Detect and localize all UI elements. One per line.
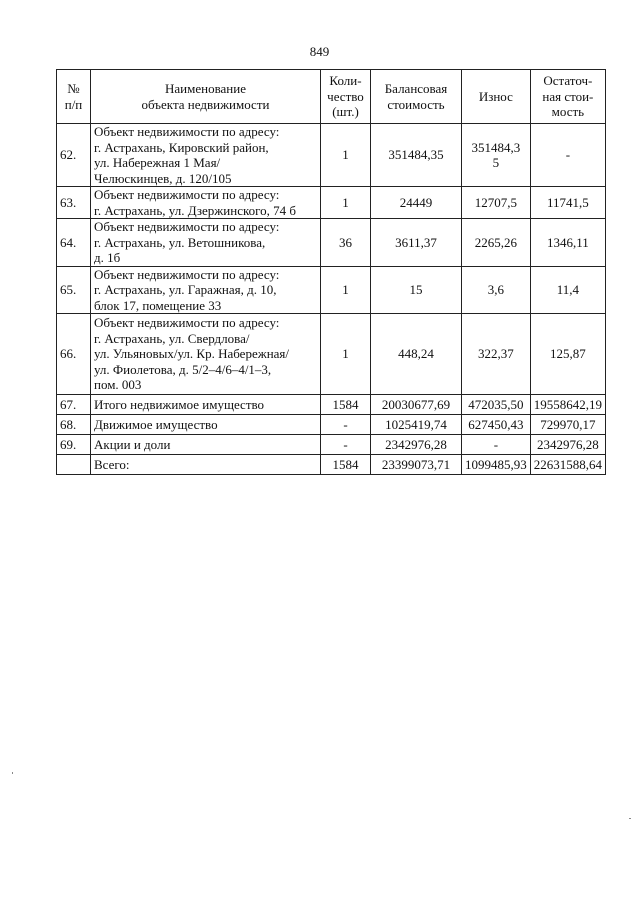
wear-value: 472035,50 xyxy=(462,395,531,415)
header-qty: Коли- чество (шт.) xyxy=(321,70,371,124)
total-balance: 23399073,71 xyxy=(371,455,462,475)
table-header-row xyxy=(57,70,606,124)
residual-value: 125,87 xyxy=(530,314,605,395)
table-row xyxy=(57,314,606,395)
row-number xyxy=(57,455,91,475)
balance-value: 448,24 xyxy=(371,314,462,395)
table-row xyxy=(57,395,606,415)
property-table xyxy=(56,69,606,475)
object-name: Движимое имущество xyxy=(91,415,321,435)
balance-value: 24449 xyxy=(371,187,462,219)
row-number: 66. xyxy=(57,314,91,395)
header-name: Наименование объекта недвижимости xyxy=(91,70,321,124)
object-name: Объект недвижимости по адресу: г. Астрахань, ул. Свердлова/ ул. Ульяновых/ул. Кр. Набережная/ ул. Фиолетова, д. 5/2–4/6–4/1–3, пом. 003 xyxy=(91,314,321,395)
balance-value: 15 xyxy=(371,266,462,314)
residual-value: 2342976,28 xyxy=(530,435,605,455)
table-row xyxy=(57,219,606,267)
row-number: 65. xyxy=(57,266,91,314)
header-num: № п/п xyxy=(57,70,91,124)
table-row xyxy=(57,266,606,314)
residual-value: 729970,17 xyxy=(530,415,605,435)
residual-value: 1346,11 xyxy=(530,219,605,267)
residual-value: 19558642,19 xyxy=(530,395,605,415)
residual-value: 11,4 xyxy=(530,266,605,314)
wear-value: 3,6 xyxy=(462,266,531,314)
row-number: 67. xyxy=(57,395,91,415)
balance-value: 1025419,74 xyxy=(371,415,462,435)
total-wear: 1099485,93 xyxy=(462,455,531,475)
row-number: 63. xyxy=(57,187,91,219)
residual-value: - xyxy=(530,124,605,187)
balance-value: 2342976,28 xyxy=(371,435,462,455)
wear-value: 322,37 xyxy=(462,314,531,395)
header-residual: Остаточ- ная стои- мость xyxy=(530,70,605,124)
balance-value: 351484,35 xyxy=(371,124,462,187)
row-number: 64. xyxy=(57,219,91,267)
wear-value: - xyxy=(462,435,531,455)
object-name: Объект недвижимости по адресу: г. Астрахань, ул. Гаражная, д. 10, блок 17, помещение 33 xyxy=(91,266,321,314)
header-wear: Износ xyxy=(462,70,531,124)
quantity: 1 xyxy=(321,187,371,219)
object-name: Итого недвижимое имущество xyxy=(91,395,321,415)
quantity: 1 xyxy=(321,314,371,395)
quantity: 36 xyxy=(321,219,371,267)
wear-value: 12707,5 xyxy=(462,187,531,219)
table-row xyxy=(57,435,606,455)
object-name: Объект недвижимости по адресу: г. Астрахань, ул. Ветошникова, д. 1б xyxy=(91,219,321,267)
wear-value: 2265,26 xyxy=(462,219,531,267)
page-number: 849 xyxy=(309,44,330,59)
quantity: - xyxy=(321,435,371,455)
object-name: Акции и доли xyxy=(91,435,321,455)
wear-value: 351484,3 5 xyxy=(462,124,531,187)
row-number: 62. xyxy=(57,124,91,187)
wear-value: 627450,43 xyxy=(462,415,531,435)
quantity: 1 xyxy=(321,266,371,314)
total-quantity: 1584 xyxy=(321,455,371,475)
balance-value: 3611,37 xyxy=(371,219,462,267)
table-row xyxy=(57,187,606,219)
quantity: - xyxy=(321,415,371,435)
table-row xyxy=(57,415,606,435)
total-row xyxy=(57,455,606,475)
residual-value: 11741,5 xyxy=(530,187,605,219)
object-name: Объект недвижимости по адресу: г. Астрахань, Кировский район, ул. Набережная 1 Мая/ Челюскинцев, д. 120/105 xyxy=(91,124,321,187)
balance-value: 20030677,69 xyxy=(371,395,462,415)
quantity: 1 xyxy=(321,124,371,187)
object-name: Объект недвижимости по адресу: г. Астрахань, ул. Дзержинского, 74 б xyxy=(91,187,321,219)
total-residual: 22631588,64 xyxy=(530,455,605,475)
table-row xyxy=(57,124,606,187)
header-balance: Балансовая стоимость xyxy=(371,70,462,124)
total-label: Всего: xyxy=(91,455,321,475)
row-number: 68. xyxy=(57,415,91,435)
row-number: 69. xyxy=(57,435,91,455)
quantity: 1584 xyxy=(321,395,371,415)
